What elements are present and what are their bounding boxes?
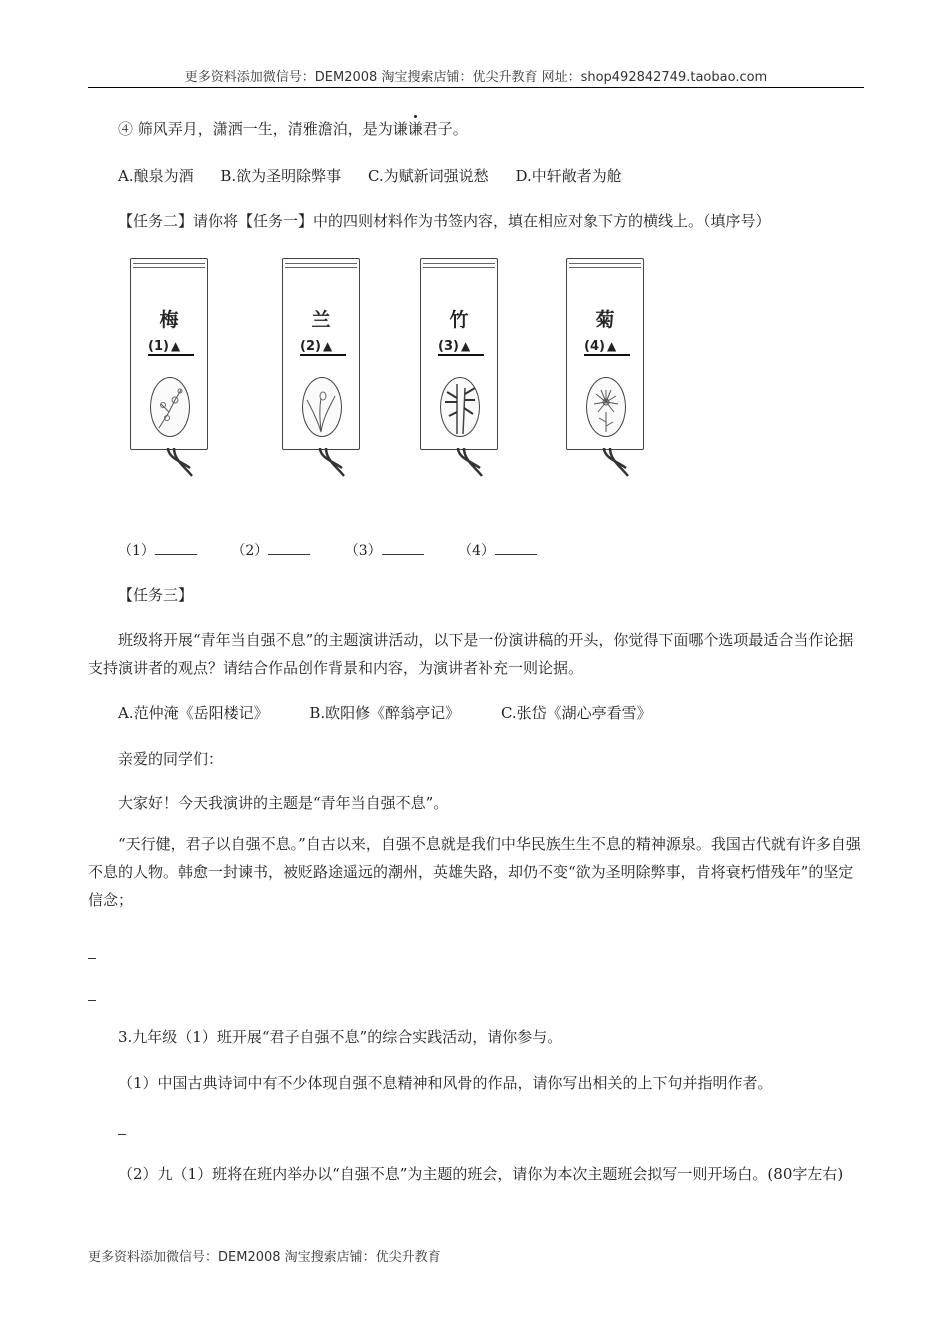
answer-line[interactable] — [118, 1134, 126, 1135]
answer-blank-4[interactable]: （4） — [458, 543, 537, 559]
tassel-icon — [316, 448, 346, 482]
option-b: B.欲为圣明除弊事 — [220, 167, 342, 185]
option-a: A.范仲淹《岳阳楼记》 — [118, 704, 269, 722]
bookmark-chrysanthemum — [566, 258, 644, 482]
triangle-icon: ▲ — [606, 339, 617, 353]
bookmark-card — [282, 258, 360, 450]
bookmark-label: (1) ▲ — [148, 339, 194, 356]
options-row-2 — [118, 702, 674, 724]
answer-blank-2[interactable]: （2） — [231, 543, 310, 559]
bookmark-label: (3) ▲ — [438, 339, 484, 356]
triangle-icon: ▲ — [170, 339, 181, 353]
bookmark-title: 菊 — [595, 309, 615, 331]
header-divider — [88, 87, 864, 88]
bookmark-title: 竹 — [449, 309, 469, 331]
option-c: C.张岱《湖心亭看雪》 — [500, 704, 652, 722]
answer-blank-1[interactable]: （1） — [118, 543, 197, 559]
bookmark-card — [130, 258, 208, 450]
page-header: 更多资料添加微信号：DEM2008 淘宝搜索店铺：优尖升教育 网址：shop492842749.taobao.com — [184, 70, 768, 85]
question-3-sub1: （1）中国古典诗词中有不少体现自强不息精神和风骨的作品，请你写出相关的上下句并指明作者。 — [118, 1074, 773, 1092]
bookmark-card — [420, 258, 498, 450]
chrysanthemum-icon — [586, 377, 626, 437]
answer-line[interactable] — [88, 958, 96, 959]
option-b: B.欧阳修《醉翁亭记》 — [309, 704, 461, 722]
bookmark-label: (2) ▲ — [300, 339, 346, 356]
orchid-icon — [302, 377, 342, 437]
option-d: D.中轩敞者为舱 — [515, 167, 622, 185]
bookmark-bamboo — [420, 258, 498, 482]
option-a: A.酿泉为酒 — [118, 167, 194, 185]
tassel-icon — [600, 448, 630, 482]
triangle-icon: ▲ — [460, 339, 471, 353]
answer-blank-3[interactable]: （3） — [345, 543, 424, 559]
task2-heading: 【任务二】请你将【任务一】中的四则材料作为书签内容，填在相应对象下方的横线上。（填序号） — [118, 212, 771, 230]
task3-heading: 【任务三】 — [118, 586, 194, 604]
triangle-icon: ▲ — [322, 339, 333, 353]
question-3-sub2: （2）九（1）班将在班内举办以“自强不息”为主题的班会，请你为本次主题班会拟写一则开场白。(80字左右) — [118, 1165, 844, 1183]
plum-blossom-icon — [150, 377, 190, 437]
bookmark-orchid — [282, 258, 360, 482]
tassel-icon — [454, 448, 484, 482]
speech-hello: 大家好！今天我演讲的主题是“青年当自强不息”。 — [118, 794, 449, 812]
material-item-4: ④ 筛风弄月，潇洒一生，清雅澹泊，是为谦谦君子。 — [118, 120, 468, 138]
bookmark-label: (4) ▲ — [584, 339, 630, 356]
bookmark-title: 兰 — [311, 309, 331, 331]
speech-body: “天行健，君子以自强不息。”自古以来，自强不息就是我们中华民族生生不息的精神源泉。我国古代就有许多自强不息的人物。韩愈一封谏书，被贬路途遥远的潮州，英雄失路，却仍不变“欲为圣明除弊事，肯将衰朽惜残年”的坚定信念； — [88, 835, 861, 909]
speech-greeting: 亲爱的同学们： — [118, 750, 224, 768]
answer-line[interactable] — [88, 1000, 96, 1001]
bookmark-plum — [130, 258, 208, 482]
answer-blanks-row — [118, 540, 567, 562]
page-footer: 更多资料添加微信号：DEM2008 淘宝搜索店铺：优尖升教育 — [88, 1250, 441, 1265]
emphasis-dot — [414, 115, 417, 118]
bookmark-card — [566, 258, 644, 450]
bamboo-icon — [440, 377, 480, 437]
bookmark-title: 梅 — [159, 309, 179, 331]
options-row-1 — [118, 165, 644, 187]
task3-intro: 班级将开展“青年当自强不息”的主题演讲活动，以下是一份演讲稿的开头，你觉得下面哪个选项最适合当作论据支持演讲者的观点？请结合作品创作背景和内容，为演讲者补充一则论据。 — [88, 631, 854, 677]
tassel-icon — [164, 448, 194, 482]
question-3-title: 3.九年级（1）班开展“君子自强不息”的综合实践活动，请你参与。 — [118, 1028, 563, 1046]
option-c: C.为赋新词强说愁 — [367, 167, 489, 185]
